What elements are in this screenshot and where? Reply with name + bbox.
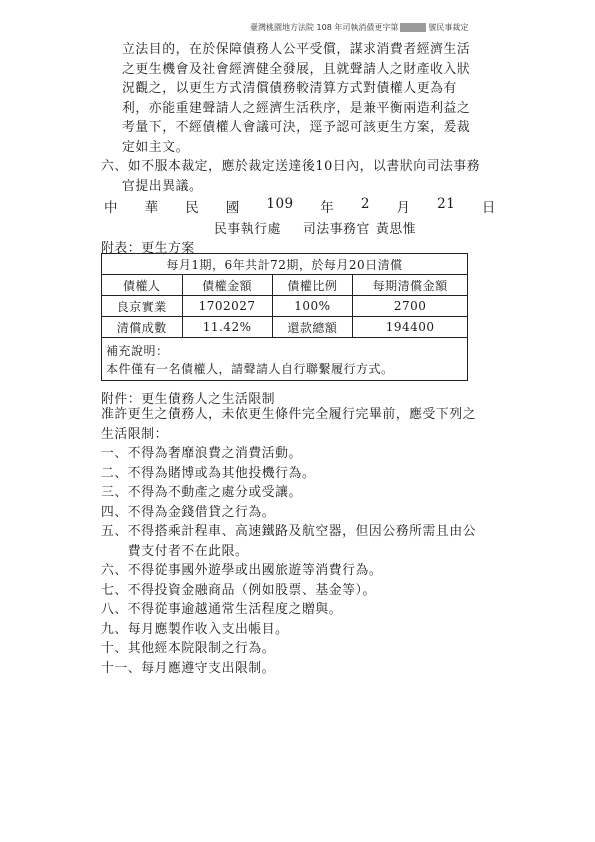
list-item: 六、不得從事國外遊學或出國旅遊等消費行為。 (101, 563, 383, 578)
table-header-cell: 每期清償金額 (353, 275, 468, 296)
intro-line: 生活限制： (101, 426, 168, 442)
date-part: 月 (396, 200, 411, 216)
table-header-cell: 債權比例 (272, 275, 353, 296)
note-text: 本件僅有一名債權人，請聲請人自行聯繫履行方式。 (102, 359, 468, 381)
table-cell: 1702027 (182, 296, 272, 317)
list-item: 十、其他經本院限制之行為。 (101, 641, 276, 656)
table-cell: 194400 (353, 317, 468, 338)
date-part: 109 (266, 196, 294, 212)
date-part: 年 (320, 200, 335, 216)
item-line: 如不服本裁定，應於裁定送達後10日內，以書狀向司法事務 (127, 159, 481, 174)
restriction-intro (101, 405, 476, 444)
table-cell: 還款總額 (272, 317, 353, 338)
appeal-item (101, 157, 480, 196)
date-part: 中 (104, 200, 118, 216)
ruling-date (104, 196, 496, 216)
header-text-after: 號民事裁定 (428, 23, 469, 32)
header-text-before: 臺灣桃園地方法院 108 年司執消債更字第 (250, 23, 399, 32)
list-item: 四、不得為金錢借貸之行為。 (101, 504, 276, 520)
paragraph-line: 定如主文。 (122, 139, 189, 155)
signature-line (214, 218, 438, 237)
list-item: 三、不得為不動產之處分或受讓。 (101, 485, 302, 500)
list-item: 費支付者不在此限。 (101, 543, 249, 559)
ruling-reason-paragraph (122, 40, 496, 157)
attachment-title: 附件：更生債務人之生活限制 (101, 392, 276, 407)
date-part: 國 (225, 200, 240, 216)
table-cell: 11.42% (182, 317, 272, 338)
date-part: 21 (437, 196, 456, 212)
list-item: 八、不得從事逾越通常生活程度之贈與。 (101, 602, 343, 617)
list-item: 一、不得為奢靡浪費之消費活動。 (101, 446, 302, 461)
restriction-list (101, 444, 476, 678)
table-header-row (102, 275, 468, 296)
intro-line: 准許更生之債務人，未依更生條件完全履行完畢前，應受下列之 (101, 407, 477, 422)
table-cell: 清償成數 (102, 317, 183, 338)
repayment-plan-table (101, 253, 468, 381)
item-label: 六、 (101, 159, 128, 174)
paragraph-line: 之更生機會及社會經濟健全發展，且就聲請人之財產收入狀 (122, 61, 471, 77)
table-row (102, 296, 468, 317)
table-caption: 每月1期，6年共計72期，於每月20日清償 (102, 254, 468, 275)
paragraph-line: 立法目的，在於保障債務人公平受償，謀求消費者經濟生活 (122, 42, 471, 57)
paragraph-line: 利，亦能重建聲請人之經濟生活秩序，是兼平衡兩造利益之 (122, 100, 471, 116)
paragraph-line: 考量下，不經債權人會議可決，逕予認可該更生方案，爰裁 (122, 120, 471, 135)
table-header-cell: 債權人 (102, 275, 183, 296)
date-part: 日 (481, 200, 496, 216)
appendix-title: 附表：更生方案 (101, 241, 195, 256)
list-item: 五、不得搭乘計程車、高速鐵路及航空器，但因公務所需且由公 (101, 524, 477, 539)
date-part: 2 (360, 196, 370, 212)
signature-title: 司法事務官 (302, 222, 370, 237)
table-row (102, 317, 468, 338)
table-cell: 良京實業 (102, 296, 183, 317)
table-cell: 2700 (353, 296, 468, 317)
signature-dept: 民事執行處 (214, 222, 281, 237)
date-part: 民 (185, 200, 200, 216)
table-cell: 100% (272, 296, 353, 317)
page-header (250, 22, 468, 33)
table-header-cell: 債權金額 (182, 275, 272, 296)
list-item: 十一、每月應遵守支出限制。 (101, 660, 276, 676)
list-item: 七、不得投資金融商品（例如股票、基金等）。 (101, 582, 376, 598)
redaction-block (400, 23, 426, 32)
list-item: 二、不得為賭博或為其他投機行為。 (101, 465, 316, 481)
note-label: 補充說明： (102, 338, 468, 360)
item-line: 官提出異議。 (122, 178, 203, 194)
date-part: 華 (144, 200, 159, 216)
paragraph-line: 況觀之，以更生方式清償債務較清算方式對債權人更為有 (122, 81, 457, 96)
list-item: 九、每月應製作收入支出帳目。 (101, 621, 289, 637)
signature-name: 黃思惟 (375, 222, 417, 237)
